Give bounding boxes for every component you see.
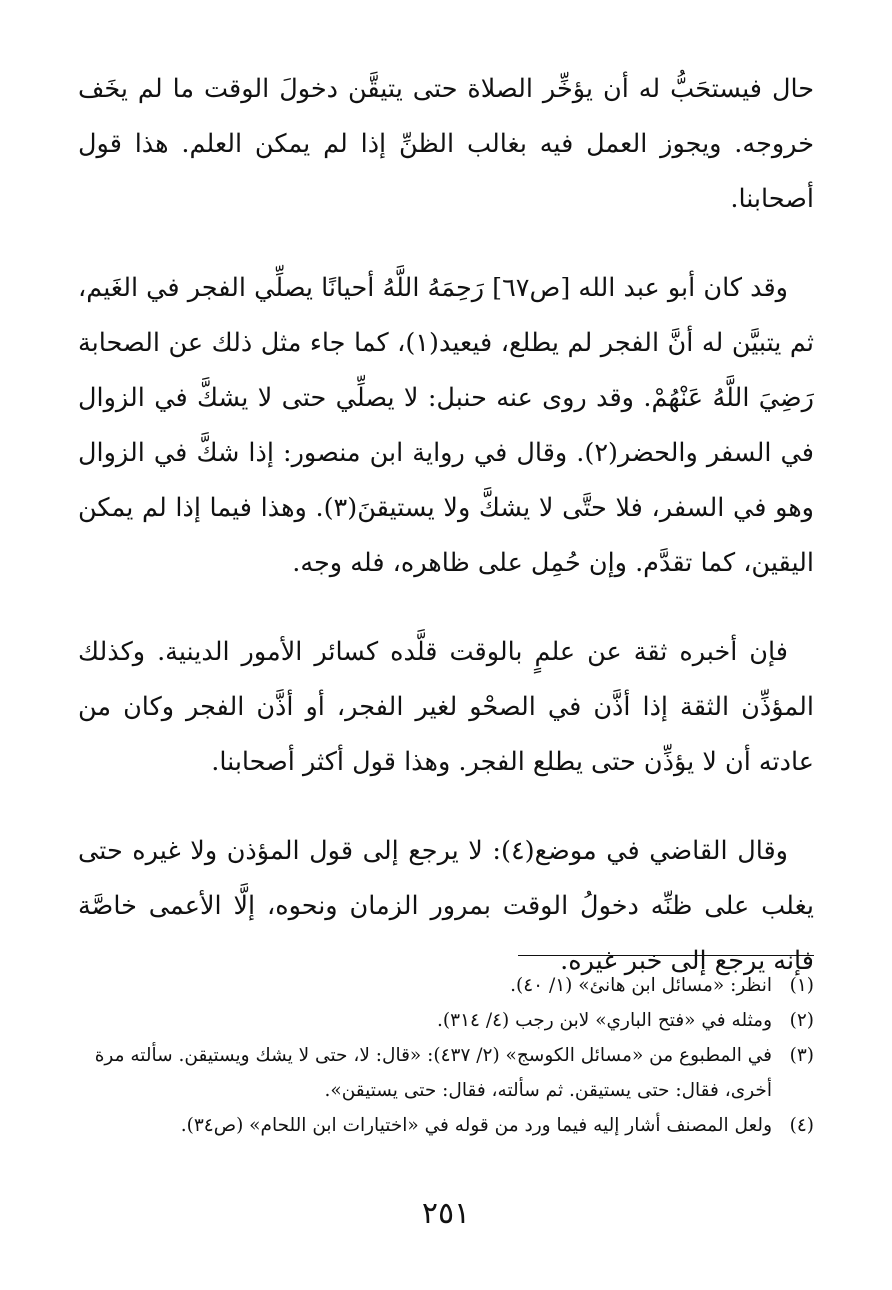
footnote-4 [78,1108,814,1143]
footnote-text: انظر: «مسائل ابن هانئ» (١/ ٤٠). [510,975,772,996]
paragraph-3: فإن أخبره ثقة عن علمٍ بالوقت قلَّده كسائر الأمور الدينية. وكذلك المؤذِّن الثقة إذا أذَّن في الصحْو لغير الفجر، أو أذَّن الفجر وكان من عادته أن لا يؤذِّن حتى يطلع الفجر. وهذا قول أكثر أصحابنا. [78,637,814,777]
main-text [78,62,814,1023]
footnote-number: (١) [789,975,814,996]
footnote-text: ومثله في «فتح الباري» لابن رجب (٤/ ٣١٤). [437,1010,772,1031]
paragraph-4: وقال القاضي في موضع(٤): لا يرجع إلى قول المؤذن ولا غيره حتى يغلب على ظنِّه دخولُ الوقت بمرور الزمان ونحوه، إلَّا الأعمى خاصَّة فإنه يرجع إلى خبر غيره. [78,836,814,976]
footnote-text: في المطبوع من «مسائل الكوسج» (٢/ ٤٣٧): «قال: لا، حتى لا يشك ويستيقن. سألته مرة أخرى، فقال: حتى يستيقن. ثم سألته، فقال: حتى يستيقن». [94,1045,772,1101]
footnote-divider [518,955,814,956]
footnote-1 [78,968,814,1003]
footnote-3 [78,1038,814,1108]
paragraph-2: وقد كان أبو عبد الله [ص٦٧] رَحِمَهُ اللَّهُ أحيانًا يصلِّي الفجر في الغَيم، ثم يتبيَّن له أنَّ الفجر لم يطلع، فيعيد(١)، كما جاء مثل ذلك عن الصحابة رَضِيَ اللَّهُ عَنْهُمْ. وقد روى عنه حنبل: لا يصلِّي حتى لا يشكَّ في الزوال في السفر والحضر(٢). وقال في رواية ابن منصور: إذا شكَّ في الزوال وهو في السفر، فلا حتَّى لا يشكَّ ولا يستيقنَ(٣). وهذا فيما إذا لم يمكن اليقين، كما تقدَّم. وإن حُمِل على ظاهره، فله وجه. [78,273,814,578]
footnote-number: (٣) [789,1045,814,1066]
footnote-2 [78,1003,814,1038]
footnote-text: ولعل المصنف أشار إليه فيما ورد من قوله في «اختيارات ابن اللحام» (ص٣٤). [180,1115,772,1136]
footnote-number: (٤) [789,1115,814,1136]
footnotes [78,968,814,1143]
paragraph-1: حال فيستحَبُّ له أن يؤخِّر الصلاة حتى يتيقَّن دخولَ الوقت ما لم يخَف خروجه. ويجوز العمل فيه بغالب الظنِّ إذا لم يمكن العلم. هذا قول أصحابنا. [78,74,814,214]
footnote-number: (٢) [789,1010,814,1031]
page-number: ٢٥١ [421,1196,471,1231]
